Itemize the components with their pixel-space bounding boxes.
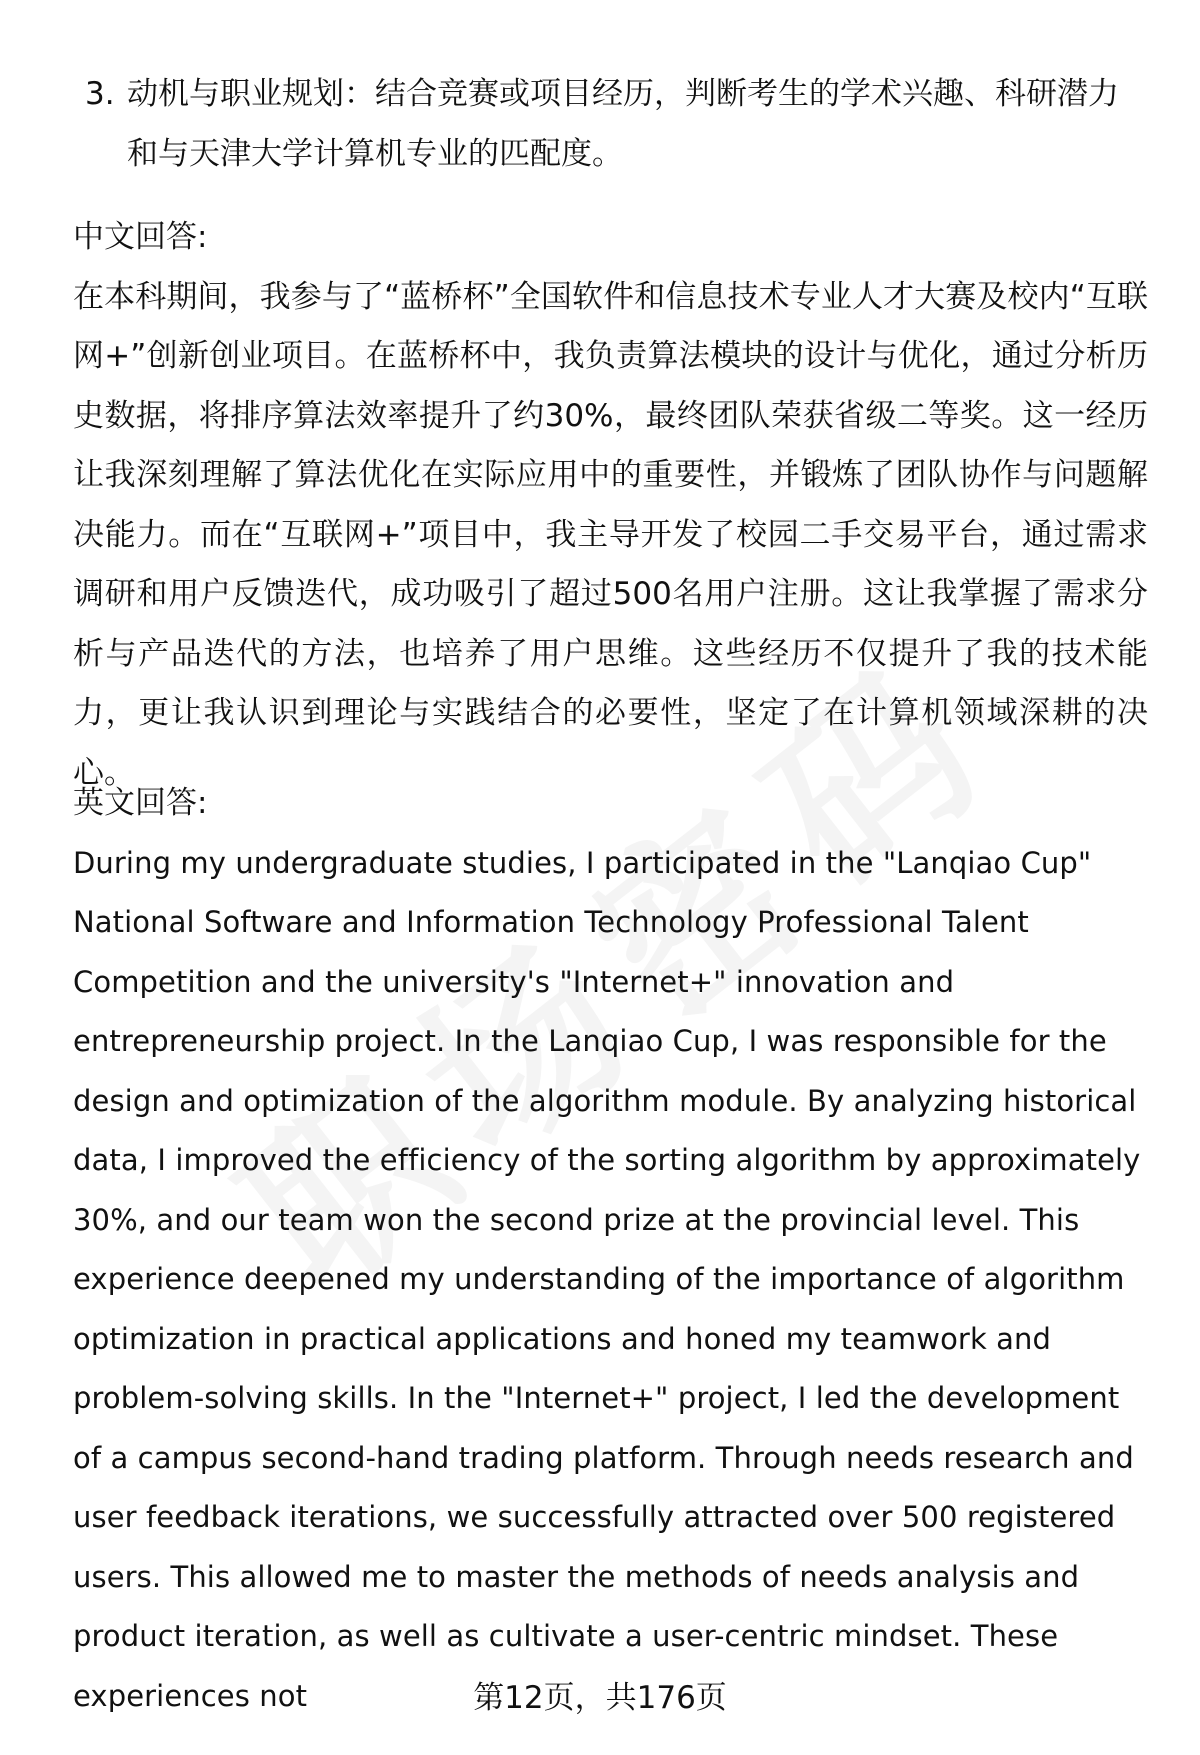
question-number: 3. bbox=[85, 76, 115, 112]
question-item bbox=[85, 64, 1145, 184]
chinese-answer-section bbox=[73, 208, 1148, 803]
question-text: 动机与职业规划：结合竞赛或项目经历，判断考生的学术兴趣、科研潜力和与天津大学计算机专业的匹配度。 bbox=[127, 76, 1119, 172]
page-footer: 第12页，共176页 bbox=[473, 1680, 727, 1716]
english-answer-body: During my undergraduate studies, I participated in the "Lanqiao Cup" National Software and Information Technology Professional Talent Competition and the university's "Internet+" innovation and entrepreneurship project. In the Lanqiao Cup, I was responsible for the design and optimization of the algorithm module. By analyzing historical data, I improved the efficiency of the sorting algorithm by approximately 30%, and our team won the second prize at the provincial level. This experience deepened my understanding of the importance of algorithm optimization in practical applications and honed my teamwork and problem-solving skills. In the "Internet+" project, I led the development of a campus second-hand trading platform. Through needs research and user feedback iterations, we successfully attracted over 500 registered users. This allowed me to master the methods of needs analysis and product iteration, as well as cultivate a user-centric mindset. These experiences not bbox=[73, 845, 1141, 1713]
chinese-answer-body: 在本科期间，我参与了“蓝桥杯”全国软件和信息技术专业人才大赛及校内“互联网+”创新创业项目。在蓝桥杯中，我负责算法模块的设计与优化，通过分析历史数据，将排序算法效率提升了约30%，最终团队荣获省级二等奖。这一经历让我深刻理解了算法优化在实际应用中的重要性，并锻炼了团队协作与问题解决能力。而在“互联网+”项目中，我主导开发了校园二手交易平台，通过需求调研和用户反馈迭代，成功吸引了超过500名用户注册。这让我掌握了需求分析与产品迭代的方法，也培养了用户思维。这些经历不仅提升了我的技术能力，更让我认识到理论与实践结合的必要性，坚定了在计算机领域深耕的决心。 bbox=[73, 278, 1148, 791]
chinese-answer-label: 中文回答: bbox=[73, 219, 208, 255]
english-answer-label: 英文回答: bbox=[73, 785, 208, 821]
english-answer-section bbox=[73, 774, 1148, 1726]
